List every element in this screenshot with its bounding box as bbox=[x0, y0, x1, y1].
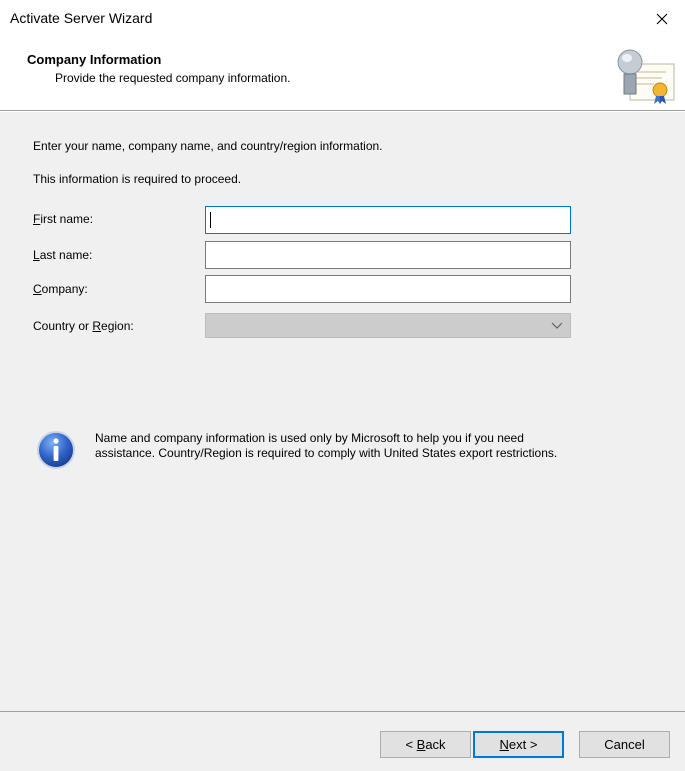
info-message-line: assistance. Country/Region is required to comply with United States export restrictions. bbox=[95, 446, 558, 460]
wizard-footer bbox=[0, 711, 685, 771]
last-name-input[interactable] bbox=[206, 242, 570, 268]
title-bar bbox=[0, 0, 685, 38]
last-name-label bbox=[33, 248, 92, 262]
next-button-accesskey: N bbox=[499, 737, 509, 752]
first-name-input[interactable] bbox=[206, 207, 570, 233]
required-note: This information is required to proceed. bbox=[33, 172, 242, 186]
window-title: Activate Server Wizard bbox=[10, 10, 153, 26]
wizard-header bbox=[0, 38, 685, 111]
country-label-pre: Country or bbox=[33, 319, 93, 333]
company-input[interactable] bbox=[206, 276, 570, 302]
company-label-text: ompany: bbox=[41, 282, 88, 296]
cancel-button[interactable]: Cancel bbox=[579, 731, 670, 758]
instruction-text: Enter your name, company name, and country/region information. bbox=[33, 139, 383, 153]
certificate-server-icon bbox=[614, 46, 678, 106]
text-caret bbox=[210, 212, 211, 228]
first-name-label bbox=[33, 212, 93, 226]
info-message bbox=[95, 431, 655, 461]
info-icon bbox=[36, 430, 76, 470]
info-message-line: Name and company information is used only by Microsoft to help you if you need bbox=[95, 431, 524, 445]
country-accesskey: R bbox=[92, 319, 102, 333]
company-field[interactable] bbox=[205, 275, 571, 303]
close-button[interactable] bbox=[639, 0, 685, 38]
page-title: Company Information bbox=[27, 52, 162, 67]
chevron-down-icon bbox=[550, 318, 564, 332]
company-label bbox=[33, 282, 88, 296]
back-button-accesskey: B bbox=[416, 737, 426, 752]
last-name-label-text: ast name: bbox=[39, 248, 93, 262]
next-button-label: ext > bbox=[508, 737, 538, 752]
back-button-prefix: < bbox=[405, 737, 417, 752]
page-subtitle: Provide the requested company information. bbox=[55, 71, 291, 85]
first-name-label-text: irst name: bbox=[40, 212, 94, 226]
wizard-body bbox=[0, 112, 685, 711]
back-button[interactable] bbox=[380, 731, 471, 758]
company-accesskey: C bbox=[33, 282, 42, 296]
back-button-label: ack bbox=[425, 737, 446, 752]
close-icon bbox=[656, 13, 668, 25]
next-button[interactable] bbox=[473, 731, 564, 758]
country-region-label bbox=[33, 319, 134, 333]
last-name-accesskey: L bbox=[33, 248, 40, 262]
country-region-dropdown[interactable] bbox=[205, 313, 571, 338]
country-label-rest: egion: bbox=[101, 319, 134, 333]
first-name-field[interactable] bbox=[205, 206, 571, 234]
last-name-field[interactable] bbox=[205, 241, 571, 269]
first-name-accesskey: F bbox=[33, 212, 41, 226]
